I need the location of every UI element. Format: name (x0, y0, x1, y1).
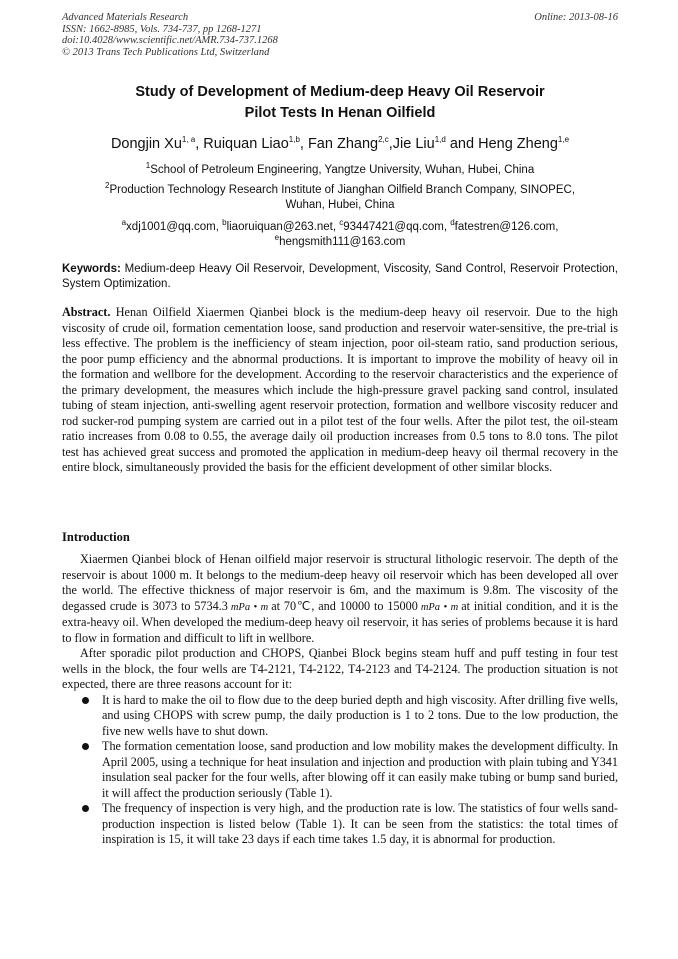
email-address: xdj1001@qq.com, (126, 221, 223, 233)
paper-title (62, 82, 618, 124)
copyright-line: © 2013 Trans Tech Publications Ltd, Switzerland (62, 46, 270, 58)
email-mark: e (274, 233, 280, 243)
list-item-text: The formation cementation loose, sand production and low mobility makes the development difficulty. In April 2005, using a technique for heat insulation and injection and production with plain tubing and Y341 insulation seal packer for the four wells, after blowing off it can easily make tubing or bump sand buried, it will affect the production seriously (Table 1). (102, 739, 618, 800)
email-address: liaoruiquan@263.net, (226, 221, 340, 233)
affiliation-text: Production Technology Research Institute of Jianghan Oilfield Branch Company, SINOPEC, (109, 184, 576, 196)
author-affil-mark: 1,d (434, 135, 446, 145)
affiliation-1 (62, 163, 618, 178)
email-mark: b (222, 218, 227, 228)
running-header (62, 12, 618, 58)
issn-line: ISSN: 1662-8985, Vols. 734-737, pp 1268-1271 (62, 23, 262, 35)
author-list (62, 134, 618, 154)
bullet-icon (82, 805, 89, 812)
list-item (62, 801, 618, 848)
author-name: Dongjin Xu (110, 136, 182, 152)
list-item (62, 693, 618, 740)
author-separator: and (445, 136, 479, 152)
author-separator: , (299, 136, 308, 152)
author-separator: , (195, 136, 204, 152)
abstract-text: Henan Oilfield Xiaermen Qianbei block is the medium-deep heavy oil reservoir. Due to the high viscosity of crude oil, formation cementation loose, sand production and reservoir water-sensitive, the pre-trial is less effective. The problem is the inefficiency of steam injection, poor oil-steam ratio, sand production serious, the poor pump efficiency and the abnormal productions. It is important to improve the mobility of heavy oil in the formation and wellbore for the development. According to the reservoir characteristics and the experience of the primary development, the measures which include the high-pressure gravel packing sand control, insulated tubing of steam injection, anti-swelling agent reservoir protection, formation and wellbore viscosity reducer and rod sucker-rod pumping system are carried out in a pilot test of the four wells. After the pilot test, the oil-steam ratio increases from 0.08 to 0.55, the average daily oil production increases from 0.5 tons to 8.0 tons. The pilot test has achieved great success and promoted the application in medium-deep heavy oil thermal recovery in the entire block, simultaneously provided the basis for the efficient development of other similar blocks. (62, 305, 618, 474)
author-name: Fan Zhang (307, 136, 379, 152)
author-name: Jie Liu (392, 136, 435, 152)
intro-paragraph-1 (62, 552, 618, 646)
email-address: hengsmith111@163.com (279, 236, 406, 248)
intro-p1-text-a: Xiaermen Qianbei block of Henan oilfield major reservoir is structural lithologic reservoir. The depth of the reservoir is about 1000 m. It belongs to the medium-deep heavy oil reservoir which has been developed all over the world. The effective thickness of major reservoir is 6m, and the maximum is 9.8m. The viscosity of the degassed crude is 3073 to 5734.3 (62, 552, 618, 613)
author-affil-mark: 1, a (181, 135, 196, 145)
viscosity-unit: mPa • m (420, 601, 459, 613)
reason-list (62, 693, 618, 848)
intro-p1-text-c: at initial condition, and it is the extra-heavy oil. When developed the medium-deep heavy oil reservoir, it has series of problems because it is hard to flow in formation and difficult to lift in wellbore. (62, 598, 619, 645)
affiliation-text-line-2: Wuhan, Hubei, China (285, 199, 395, 211)
affiliation-2 (62, 183, 618, 213)
keywords (62, 262, 618, 292)
abstract (62, 305, 618, 476)
introduction-heading: Introduction (62, 530, 130, 544)
bullet-icon (82, 743, 89, 750)
doi-line: doi:10.4028/www.scientific.net/AMR.734-737.1268 (62, 35, 278, 46)
title-line-1: Study of Development of Medium-deep Heavy Oil Reservoir (135, 84, 545, 100)
author-affil-mark: 1,e (557, 135, 570, 145)
keywords-label: Keywords: (62, 263, 121, 275)
email-mark: d (450, 218, 455, 228)
list-item (62, 739, 618, 801)
author-affil-mark: 1,b (288, 135, 300, 145)
intro-p1-text-b: at 70℃, and 10000 to 15000 (271, 598, 418, 613)
email-address: fatestren@126.com, (454, 221, 559, 233)
keywords-text: Medium-deep Heavy Oil Reservoir, Development, Viscosity, Sand Control, Reservoir Protection, System Optimization. (62, 263, 618, 290)
affiliation-text: School of Petroleum Engineering, Yangtze University, Wuhan, Hubei, China (150, 164, 535, 176)
author-separator: , (388, 136, 393, 152)
title-line-2: Pilot Tests In Henan Oilfield (244, 105, 436, 121)
author-name: Heng Zheng (478, 136, 558, 152)
intro-paragraph-2: After sporadic pilot production and CHOPS, Qianbei Block begins steam huff and puff testing in four test wells in the block, the four wells are T4-2121, T4-2122, T4-2123 and T4-2124. The production situation is not expected, there are three reasons account for it: (62, 646, 618, 691)
affiliation-number: 2 (104, 181, 110, 191)
email-mark: a (121, 218, 127, 228)
abstract-label: Abstract. (62, 305, 111, 319)
email-address: 93447421@qq.com, (343, 221, 451, 233)
online-date: Online: 2013-08-16 (534, 12, 618, 23)
viscosity-unit: mPa • m (230, 601, 269, 613)
author-name: Ruiquan Liao (203, 136, 289, 152)
affiliation-number: 1 (145, 161, 151, 171)
bullet-icon (82, 697, 89, 704)
email-list (62, 220, 618, 250)
introduction-body (62, 552, 618, 848)
journal-name: Advanced Materials Research (62, 12, 189, 23)
author-affil-mark: 2,c (378, 135, 389, 145)
list-item-text: The frequency of inspection is very high, and the production rate is low. The statistics of four wells sand-production inspection is listed below (Table 1). It can be seen from the statistics: the total times of inspiration is 15, it will take 23 days if each time takes 1.5 day, it is abnormal for production. (102, 801, 618, 846)
email-mark: c (339, 218, 344, 228)
list-item-text: It is hard to make the oil to flow due to the deep buried depth and high viscosity. After drilling five wells, and using CHOPS with screw pump, the daily production is 1 to 2 tons. Due to the low production, the five new wells have to shut down. (102, 692, 618, 738)
